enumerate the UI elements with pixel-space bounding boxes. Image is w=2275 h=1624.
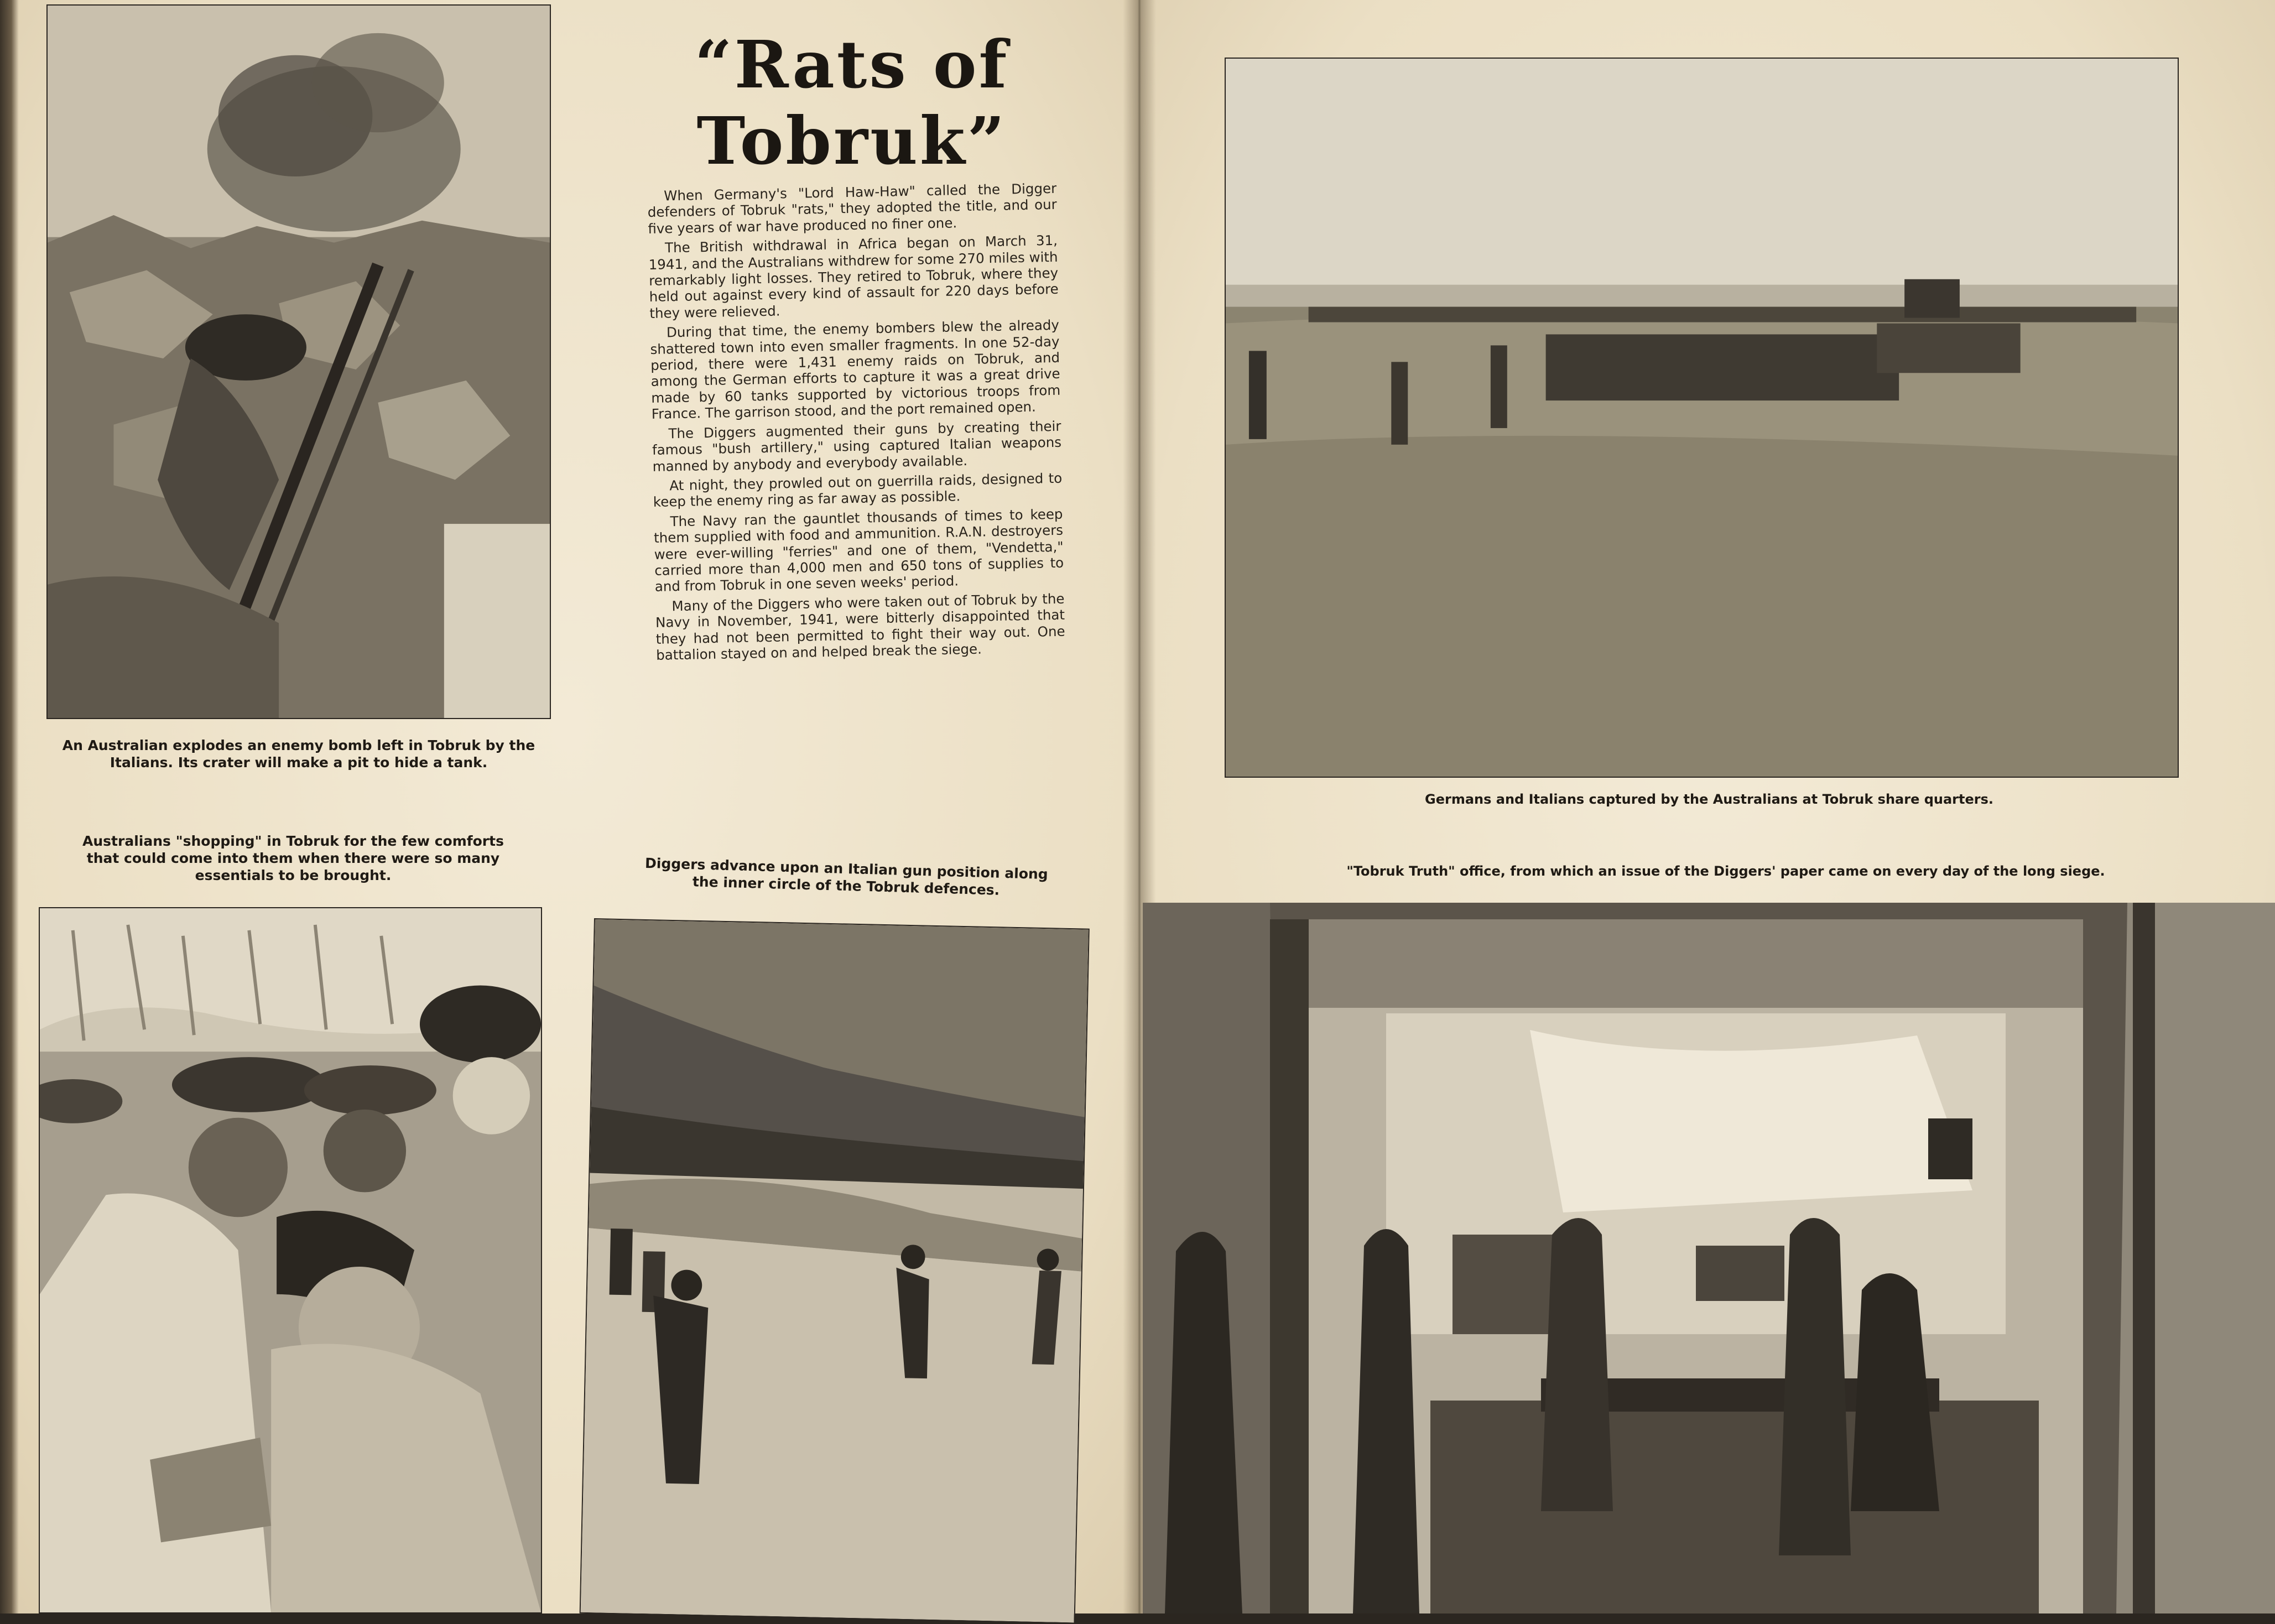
page-title: “Rats of Tobruk” bbox=[694, 26, 1009, 179]
caption-advance: Diggers advance upon an Italian gun position along the inner circle of the Tobruk defences. bbox=[644, 855, 1049, 898]
article-paragraph: During that time, the enemy bombers blew the already shattered town into even smaller fragments. In one 52-day period, there were 1,431 enemy raids on Tobruk, and among the German efforts to capture it was a great drive made by 60 tanks supported by victorious troops from France. The garrison stood, and the port remained open. bbox=[650, 316, 1061, 423]
photo-shopping bbox=[39, 907, 542, 1613]
caption-prisoners: Germans and Italians captured by the Australians at Tobruk share quarters. bbox=[1425, 792, 1993, 807]
photo-advance bbox=[580, 918, 1090, 1623]
book-edge bbox=[0, 0, 19, 1613]
article-paragraph: The Diggers augmented their guns by creating their famous "bush artillery," using captured Italian weapons manned by anybody and everybody available. bbox=[652, 418, 1062, 475]
article-paragraph: When Germany's "Lord Haw-Haw" called the Digger defenders of Tobruk "rats," they adopted the title, and our five years of war have produced no finer one. bbox=[647, 180, 1057, 237]
article-paragraph: The British withdrawal in Africa began on March 31, 1941, and the Australians withdrew for some 270 miles with remarkably light losses. They retired to Tobruk, where they held out against every kind of assault for 220 days before they were relieved. bbox=[648, 232, 1059, 321]
article-paragraph: Many of the Diggers who were taken out of Tobruk by the Navy in November, 1941, were bitterly disappointed that they had not been permitted to fight their way out. One battalion stayed on and helped break the siege. bbox=[655, 590, 1065, 663]
caption-shopping: Australians "shopping" in Tobruk for the few comforts that could come into them when there were so many essentials to be brought. bbox=[82, 833, 504, 883]
caption-truth: "Tobruk Truth" office, from which an issue of the Diggers' paper came on every day of the long siege. bbox=[1346, 863, 2105, 879]
photo-prisoners bbox=[1225, 58, 2179, 778]
article-paragraph: At night, they prowled out on guerrilla raids, designed to keep the enemy ring as far away as possible. bbox=[653, 470, 1063, 511]
photo-tobruk-truth-office bbox=[1143, 903, 2275, 1613]
article-body bbox=[647, 180, 1065, 667]
caption-bomb: An Australian explodes an enemy bomb left in Tobruk by the Italians. Its crater will make a pit to hide a tank. bbox=[62, 737, 535, 771]
article-paragraph: The Navy ran the gauntlet thousands of times to keep them supplied with food and ammunition. R.A.N. destroyers were ever-willing "ferries" and one of them, "Vendetta," carried more than 4,000 men and 650 tons of supplies to and from Tobruk in one seven weeks' period. bbox=[653, 506, 1064, 595]
photo-bomb-explosion bbox=[46, 4, 551, 719]
